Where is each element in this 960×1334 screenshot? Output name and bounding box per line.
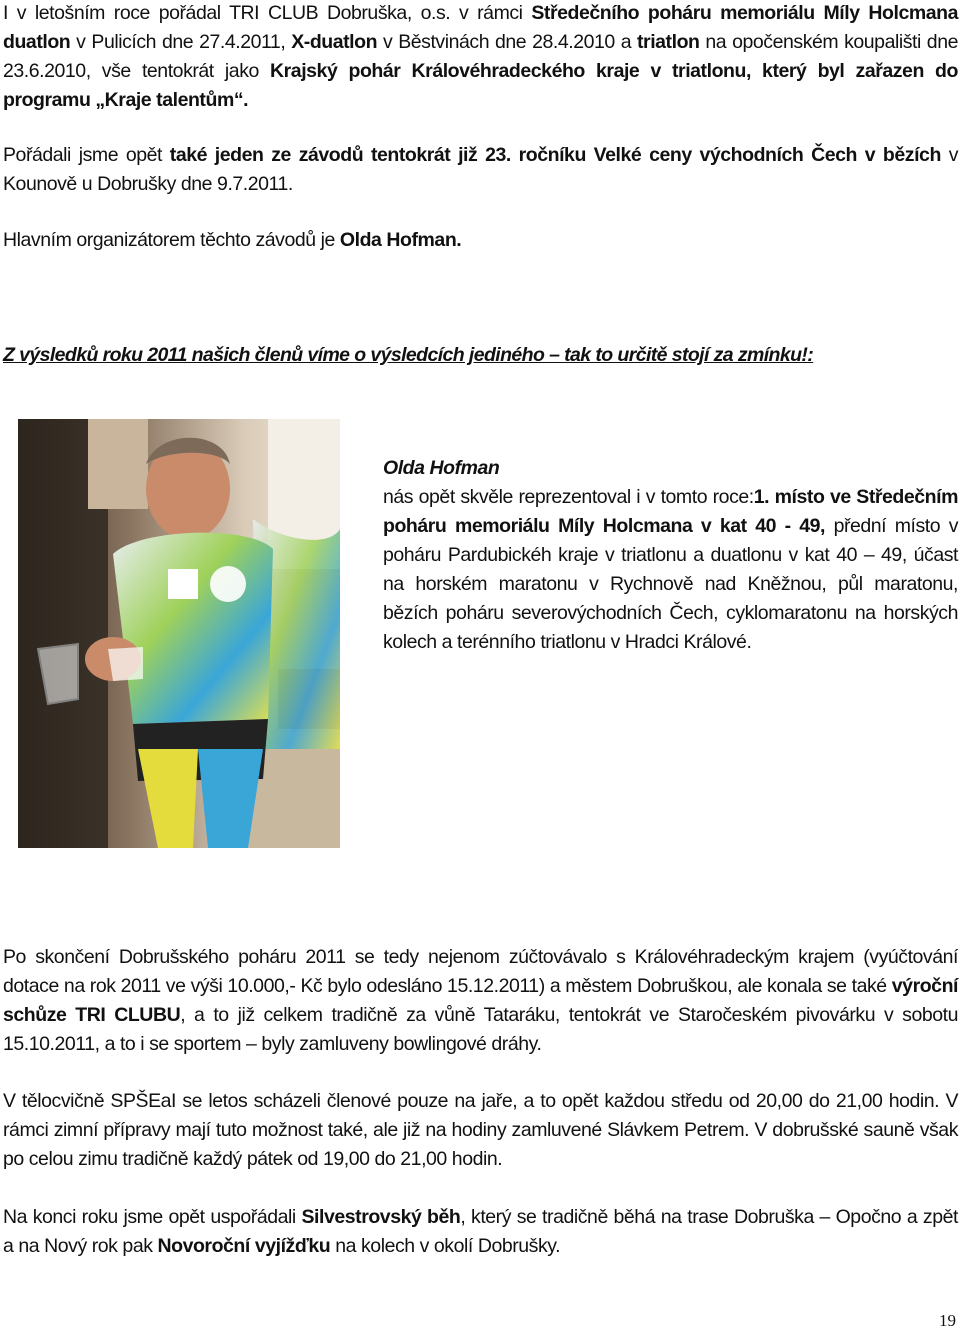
text-run: Po skončení Dobrušského poháru 2011 se tedy nejenom zúčtovávalo s Královéhradeckým krajem (vyúčtování dotace na rok 2011 ve výši 10.000,- Kč bylo odesláno 15.12.2011) a městem Dobruškou, ale konala se také	[3, 946, 958, 997]
text-run: na opočenském koupališti dne 23.6.2010, vše tentokrát jako	[3, 31, 958, 82]
text-run: I v letošním roce pořádal TRI CLUB Dobruška, o.s. v rámci	[3, 2, 532, 24]
bold-run: triatlon	[637, 31, 700, 53]
text-run: přední místo v poháru Pardubickéh kraje v triatlonu a duatlonu v kat 40 – 49, účast na horském maratonu v Rychnově nad Kněžnou, půl maratonu, bězích poháru severovýchodních Čech, cyklomaratonu na horských kolech a terénního triatlonu v Hradci Králové.	[383, 515, 959, 653]
bold-run: Středečního poháru memoriálu Míly Holcmana duatlon	[3, 2, 959, 53]
meeting-paragraph	[3, 943, 958, 1059]
athlete-name: Olda Hofman	[383, 457, 500, 479]
bold-run: X-duatlon	[291, 31, 378, 53]
text-run: v Kounově u Dobrušky dne 9.7.2011.	[3, 144, 958, 195]
events-paragraph	[3, 1203, 958, 1261]
text-run: na kolech v okolí Dobrušky.	[330, 1235, 561, 1257]
text-run: , a to již celkem tradičně za vůně Tataráku, tentokrát ve Staročeském pivovárku v sobotu 15.10.2011, a to i se sportem – byly zamluveny bowlingové dráhy.	[3, 1004, 958, 1055]
bold-run: 1. místo ve Středečním poháru memoriálu Míly Holcmana v kat 40 - 49,	[383, 486, 958, 537]
organizer-paragraph	[3, 226, 958, 255]
results-heading: Z výsledků roku 2011 našich členů víme o výsledcích jediného – tak to určitě stojí za zmínku!:	[3, 344, 814, 366]
text-run: Na konci roku jsme opět uspořádali	[3, 1206, 302, 1228]
training-paragraph	[3, 1087, 958, 1174]
text-run: Pořádali jsme opět	[3, 144, 170, 166]
page-number: 19	[939, 1311, 956, 1330]
bold-run: Olda Hofman.	[339, 229, 462, 251]
race-paragraph	[3, 141, 958, 199]
athlete-caption	[383, 454, 958, 657]
athlete-photo	[18, 419, 340, 848]
bold-run: Novoroční vyjížďku	[157, 1235, 331, 1257]
bold-run: výroční schůze TRI CLUBU	[3, 975, 958, 1026]
bold-run: také jeden ze závodů tentokrát již 23. ročníku Velké ceny východních Čech v bězích	[169, 144, 941, 166]
bold-run: Silvestrovský běh	[301, 1206, 461, 1228]
text-run: Hlavním organizátorem těchto závodů je	[3, 229, 340, 251]
text-run: V tělocvičně SPŠEaI se letos scházeli členové pouze na jaře, a to opět každou středu od 20,00 do 21,00 hodin. V rámci zimní přípravy mají tuto možnost také, ale již na hodiny zamluvené Slávkem Petrem. V dobrušské sauně však po celou zimu tradičně každý pátek od 19,00 do 21,00 hodin.	[3, 1090, 958, 1170]
bold-run: Krajský pohár Královéhradeckého kraje v triatlonu, který byl zařazen do programu „Kraje talentům“.	[3, 60, 958, 111]
intro-paragraph	[3, 0, 958, 115]
text-run: v Běstvinách dne 28.4.2010 a	[377, 31, 638, 53]
text-run: v Pulicích dne 27.4.2011,	[70, 31, 292, 53]
text-run: , který se tradičně běhá na trase Dobruška – Opočno a zpět a na Nový rok pak	[3, 1206, 958, 1257]
text-run: nás opět skvěle reprezentoval i v tomto roce:	[383, 486, 754, 508]
